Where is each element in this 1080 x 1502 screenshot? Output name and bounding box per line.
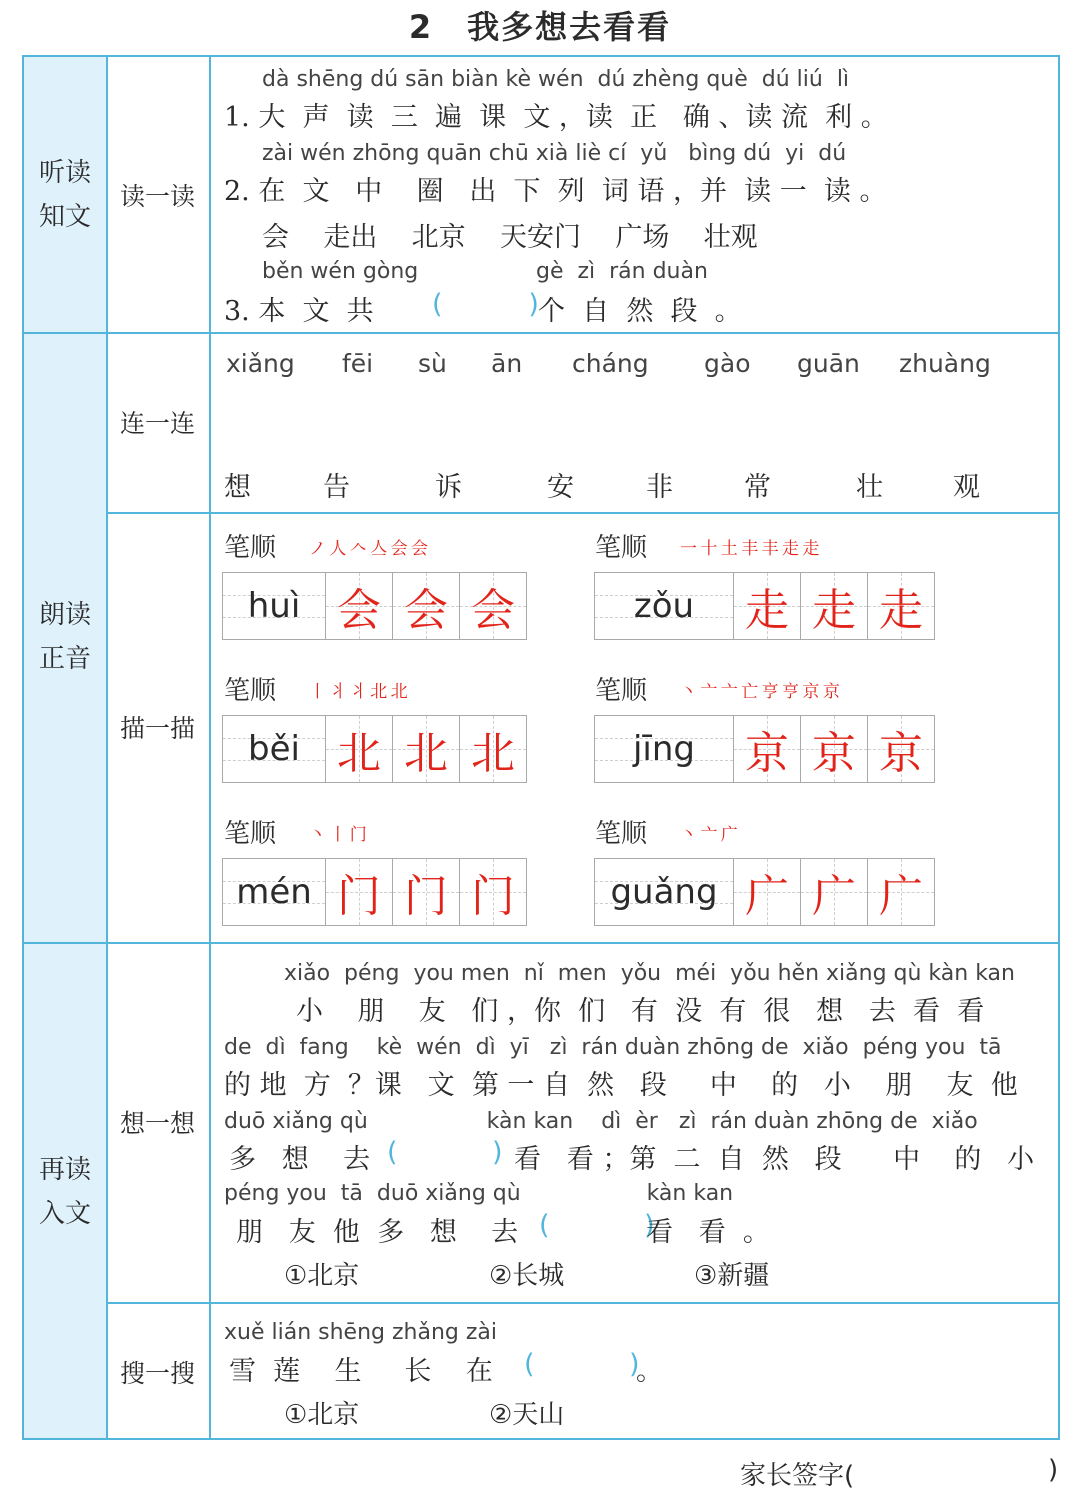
pinyin-box: mén (222, 858, 326, 926)
trace-grid-jing (594, 715, 935, 783)
connect-hanzi-5[interactable]: 非 (646, 472, 673, 503)
sub-label-read: 读一读 (119, 181, 195, 211)
trace-cell[interactable]: 门 (325, 858, 393, 926)
think-pinyin-2: de dì fang kè wén dì yī zì rán duàn zhōng de xiǎo péng you tā (224, 1035, 1002, 1060)
trace-cell[interactable]: 北 (459, 715, 527, 783)
think-answer-blank-1[interactable]: ( ) (387, 1137, 503, 1168)
trace-cell[interactable]: 广 (800, 858, 868, 926)
sub-label-trace: 描一描 (119, 714, 195, 743)
trace-cell[interactable]: 广 (867, 858, 935, 926)
connect-pinyin-1[interactable]: xiǎng (226, 349, 295, 378)
pinyin-box: zǒu (594, 572, 734, 640)
search-text-end: 。 (636, 1356, 663, 1387)
trace-cell[interactable]: 会 (392, 572, 460, 640)
think-answer-blank-2[interactable]: ( ) (539, 1210, 655, 1241)
think-text-3a: 多 想 去 (229, 1144, 371, 1175)
search-option-2[interactable]: ②天山 (489, 1400, 565, 1430)
think-pinyin-4: péng you tā duō xiǎng qù kàn kan (224, 1181, 734, 1206)
think-text-2: 的 地 方 ？课 文 第 一 自 然 段 中 的 小 朋 友 他 (224, 1070, 1018, 1101)
q2-text: 2. 在 文 中 圈 出 下 列 词 语 ，并 读 一 读 。 (224, 176, 887, 207)
section-reread (24, 942, 106, 1442)
trace-cell[interactable]: 京 (800, 715, 868, 783)
q3-pinyin-1: běn wén gòng (262, 259, 419, 284)
page-title: 2 我多想去看看 (408, 8, 672, 46)
q2-pinyin: zài wén zhōng quān chū xià liè cí yǔ bìng dú yi dú (262, 141, 847, 166)
stroke-order-label: 笔顺 (224, 819, 277, 849)
connect-hanzi-2[interactable]: 告 (323, 472, 350, 503)
connect-pinyin-4[interactable]: ān (491, 349, 523, 378)
q1-text: 1. 大 声 读 三 遍 课 文 ，读 正 确 、读 流 利 。 (224, 102, 888, 133)
section-read-aloud (24, 332, 106, 942)
stroke-order-hui: ノ 人 𠆢 亼 会 会 (309, 539, 428, 559)
search-answer-blank[interactable]: ( ) (524, 1349, 640, 1380)
stroke-order-label: 笔顺 (595, 533, 648, 563)
stroke-order-jing: 丶 亠 亠 亡 亨 亨 京 京 (680, 682, 839, 702)
think-text-4a: 朋 友 他 多 想 去 (236, 1217, 519, 1248)
connect-pinyin-6[interactable]: gào (704, 349, 751, 378)
stroke-order-label: 笔顺 (224, 676, 277, 706)
think-option-1[interactable]: ①北京 (284, 1261, 360, 1291)
search-option-1[interactable]: ①北京 (284, 1400, 360, 1430)
think-option-3[interactable]: ③新疆 (694, 1261, 770, 1291)
search-text: 雪 莲 生 长 在 (229, 1356, 493, 1387)
pinyin-box: jīng (594, 715, 734, 783)
sub-label-search: 搜一搜 (119, 1359, 195, 1388)
q2-word-list: 会 走出 北京 天安门 广场 壮观 (262, 222, 758, 253)
trace-cell[interactable]: 走 (733, 572, 801, 640)
connect-pinyin-2[interactable]: fēi (342, 349, 374, 378)
connect-hanzi-3[interactable]: 诉 (435, 472, 462, 503)
q3-text-1: 3. 本 文 共 (224, 296, 374, 327)
trace-cell[interactable]: 广 (733, 858, 801, 926)
stroke-order-guang: 丶 亠 广 (680, 825, 737, 845)
trace-cell[interactable]: 会 (325, 572, 393, 640)
section-listen-read (24, 57, 106, 332)
pinyin-box: guǎng (594, 858, 734, 926)
think-text-1: 小 朋 友 们 ，你 们 有 没 有 很 想 去 看 看 (296, 996, 985, 1027)
trace-grid-bei (222, 715, 527, 783)
stroke-order-label: 笔顺 (224, 533, 277, 563)
connect-hanzi-8[interactable]: 观 (953, 472, 980, 503)
connect-pinyin-3[interactable]: sù (418, 349, 447, 378)
connect-hanzi-1[interactable]: 想 (224, 472, 251, 503)
stroke-order-bei: 丨 丬 丬 北 北 (309, 682, 407, 702)
trace-cell[interactable]: 走 (800, 572, 868, 640)
section-label: 再读 入文 (38, 1155, 91, 1229)
connect-hanzi-7[interactable]: 壮 (856, 472, 883, 503)
stroke-order-zou: 一 十 土 丰 丰 走 走 (680, 539, 819, 559)
connect-pinyin-5[interactable]: cháng (572, 349, 649, 378)
trace-grid-guang (594, 858, 935, 926)
think-text-3b: 看 看 ；第 二 自 然 段 中 的 小 (514, 1144, 1035, 1175)
trace-cell[interactable]: 京 (733, 715, 801, 783)
search-pinyin: xuě lián shēng zhǎng zài (224, 1320, 497, 1345)
stroke-order-label: 笔顺 (595, 676, 648, 706)
parent-signature-label[interactable]: 家长签字( (740, 1461, 855, 1491)
q3-text-2: 个 自 然 段 。 (538, 296, 742, 327)
q1-pinyin: dà shēng dú sān biàn kè wén dú zhèng què dú liú lì (262, 67, 850, 92)
trace-grid-men (222, 858, 527, 926)
sub-label-connect: 连一连 (119, 409, 195, 438)
trace-cell[interactable]: 京 (867, 715, 935, 783)
connect-hanzi-4[interactable]: 安 (547, 472, 574, 503)
stroke-order-men: 丶 丨 门 (309, 825, 366, 845)
connect-pinyin-7[interactable]: guān (797, 349, 860, 378)
trace-cell[interactable]: 走 (867, 572, 935, 640)
connect-hanzi-6[interactable]: 常 (744, 472, 771, 503)
q3-pinyin-2: gè zì rán duàn (536, 259, 708, 284)
pinyin-box: huì (222, 572, 326, 640)
section-label: 朗读 正音 (38, 600, 91, 674)
think-option-2[interactable]: ②长城 (489, 1261, 565, 1291)
stroke-order-label: 笔顺 (595, 819, 648, 849)
trace-cell[interactable]: 会 (459, 572, 527, 640)
trace-grid-hui (222, 572, 527, 640)
think-pinyin-1: xiǎo péng you men nǐ men yǒu méi yǒu hěn xiǎng qù kàn kan (284, 961, 1015, 986)
think-pinyin-3: duō xiǎng qù kàn kan dì èr zì rán duàn zhōng de xiǎo (224, 1109, 978, 1134)
think-text-4b: 看 看 。 (646, 1217, 770, 1248)
trace-cell[interactable]: 北 (325, 715, 393, 783)
parent-signature-close: ) (1048, 1455, 1059, 1485)
trace-cell[interactable]: 北 (392, 715, 460, 783)
q3-answer-blank[interactable]: ( ) (432, 289, 539, 320)
connect-pinyin-8[interactable]: zhuàng (899, 349, 991, 378)
worksheet-table (22, 55, 1060, 1440)
pinyin-box: běi (222, 715, 326, 783)
trace-cell[interactable]: 门 (392, 858, 460, 926)
section-label: 听读 知文 (38, 157, 91, 232)
sub-label-think: 想一想 (119, 1109, 195, 1138)
trace-cell[interactable]: 门 (459, 858, 527, 926)
trace-grid-zou (594, 572, 935, 640)
